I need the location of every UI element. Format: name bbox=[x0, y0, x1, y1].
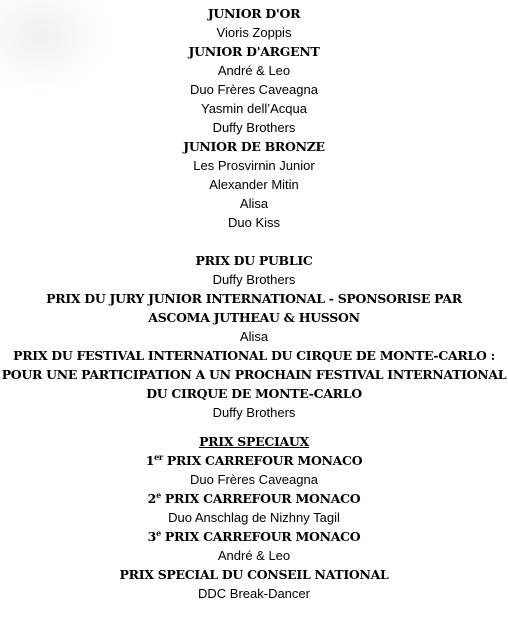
winner-name: Yasmin dell’Acqua bbox=[201, 101, 307, 116]
section-heading-prix-festival: PRIX DU FESTIVAL INTERNATIONAL DU CIRQUE DE MONTE-CARLO : bbox=[13, 348, 495, 363]
section-heading-prix-festival-line2: POUR UNE PARTICIPATION A UN PROCHAIN FESTIVAL INTERNATIONAL bbox=[1, 367, 507, 382]
section-heading-prix-speciaux bbox=[0, 432, 508, 451]
prize-label: PRIX CARREFOUR MONACO bbox=[160, 491, 361, 506]
prize-rank-suffix: e bbox=[156, 489, 161, 500]
spacer bbox=[0, 422, 508, 432]
winner-name: Alexander Mitin bbox=[209, 177, 299, 192]
prize-rank-suffix: e bbox=[156, 527, 161, 538]
prize-label: PRIX CARREFOUR MONACO bbox=[162, 453, 363, 468]
section-heading-junior-bronze: JUNIOR DE BRONZE bbox=[183, 139, 325, 154]
section-heading-junior-argent: JUNIOR D'ARGENT bbox=[188, 44, 320, 59]
section-heading-junior-or: JUNIOR D'OR bbox=[207, 6, 301, 21]
prize-heading-carrefour-3 bbox=[0, 527, 508, 546]
winner-name: Duo Frères Caveagna bbox=[190, 472, 318, 487]
winner-name: Alisa bbox=[239, 196, 269, 211]
winner-name: Duffy Brothers bbox=[212, 405, 296, 420]
section-heading-prix-public: PRIX DU PUBLIC bbox=[195, 253, 313, 268]
prize-rank-number: 3 bbox=[147, 529, 157, 544]
prize-heading-carrefour-2 bbox=[0, 489, 508, 508]
section-heading-prix-jury: PRIX DU JURY JUNIOR INTERNATIONAL - SPONSORISE PAR bbox=[46, 291, 462, 306]
section-heading-conseil-national: PRIX SPECIAL DU CONSEIL NATIONAL bbox=[119, 567, 389, 582]
section-heading-prix-festival-line3: DU CIRQUE DE MONTE-CARLO bbox=[146, 386, 362, 401]
winner-name: Vioris Zoppis bbox=[216, 25, 292, 40]
awards-list bbox=[0, 4, 508, 603]
prize-rank-number: 1 bbox=[145, 453, 155, 468]
prize-label: PRIX CARREFOUR MONACO bbox=[160, 529, 361, 544]
winner-name: Duffy Brothers bbox=[212, 272, 296, 287]
prize-rank-number: 2 bbox=[147, 491, 157, 506]
winner-name: Les Prosvirnin Junior bbox=[193, 158, 315, 173]
winner-name: Duo Anschlag de Nizhny Tagil bbox=[168, 510, 340, 525]
prize-rank-suffix: er bbox=[154, 451, 163, 462]
prize-heading-carrefour-1 bbox=[0, 451, 508, 470]
winner-name: Duo Kiss bbox=[227, 215, 281, 230]
winner-name: André & Leo bbox=[217, 63, 291, 78]
winner-name: André & Leo bbox=[217, 548, 291, 563]
spacer bbox=[0, 232, 508, 251]
underlined-heading-text: PRIX SPECIAUX bbox=[199, 434, 309, 449]
winner-name: Duffy Brothers bbox=[212, 120, 296, 135]
winner-name: Alisa bbox=[239, 329, 269, 344]
section-heading-prix-jury-sponsor: ASCOMA JUTHEAU & HUSSON bbox=[148, 310, 360, 325]
winner-name: Duo Frères Caveagna bbox=[190, 82, 318, 97]
winner-name: DDC Break-Dancer bbox=[198, 586, 310, 601]
